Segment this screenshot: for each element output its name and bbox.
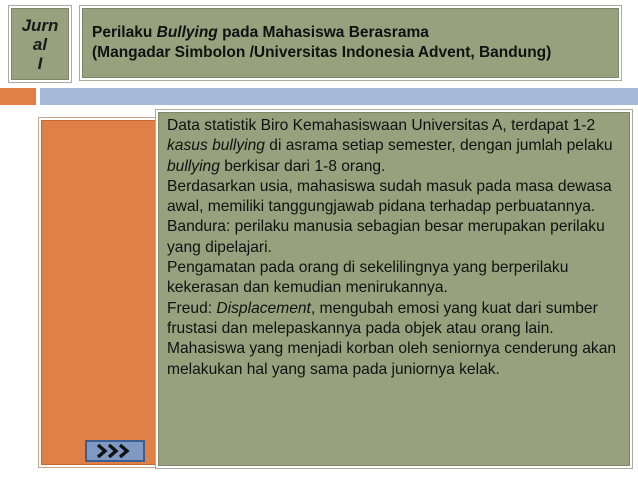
content-paragraph	[167, 299, 625, 340]
title-line-2: (Mangadar Simbolon /Universitas Indonesia Advent, Bandung)	[92, 44, 552, 61]
text-segment: Berdasarkan usia, mahasiswa sudah masuk pada masa dewasa awal, memiliki tanggungjawab pidana terhadap perbuatannya.	[167, 177, 612, 216]
side-panel	[41, 120, 157, 465]
accent-bar-orange	[0, 88, 36, 105]
content-paragraph	[167, 177, 625, 218]
text-segment: berkisar dari 1-8 orang.	[219, 157, 386, 175]
text-segment: di asrama setiap semester, dengan jumlah pelaku	[264, 137, 613, 155]
title-suffix: pada Mahasiswa Berasrama	[217, 24, 429, 41]
text-segment: Freud:	[167, 299, 217, 317]
journal-label-line-2: al	[32, 34, 48, 54]
title-prefix: Perilaku	[92, 24, 157, 41]
italic-text: Displacement	[216, 299, 311, 317]
slide-title	[82, 8, 619, 78]
text-segment: Mahasiswa yang menjadi korban oleh seniornya cenderung akan melakukan hal yang sama pada juniornya kelak.	[167, 340, 617, 378]
content-paragraph	[167, 339, 625, 380]
text-segment: Data statistik Biro Kemahasiswaan Universitas A, terdapat 1-2	[167, 117, 596, 134]
accent-bar-blue	[40, 88, 638, 105]
journal-label-box	[11, 8, 69, 80]
italic-text: kasus bullying	[167, 137, 265, 155]
journal-label-line-3: I	[37, 53, 43, 73]
title-line-1	[92, 23, 618, 43]
content-box	[158, 112, 630, 466]
content-paragraph	[167, 258, 625, 299]
journal-label-line-1: Jurn	[21, 15, 59, 35]
text-segment: , mengubah emosi yang kuat dari sumber frustasi dan melepaskannya pada objek atau orang lain.	[167, 299, 598, 337]
next-slide-button[interactable]	[85, 440, 145, 462]
content-paragraph	[167, 217, 625, 258]
content-paragraph	[167, 116, 625, 177]
text-segment: Pengamatan pada orang di sekelilingnya yang berperilaku kekerasan dan kemudian menirukannya.	[167, 259, 569, 297]
triple-chevron-right-icon	[95, 443, 135, 459]
italic-text: bullying	[167, 157, 220, 175]
title-italic-word: Bullying	[156, 24, 218, 41]
text-segment: Bandura: perilaku manusia sebagian besar merupakan perilaku yang dipelajari.	[167, 218, 605, 256]
